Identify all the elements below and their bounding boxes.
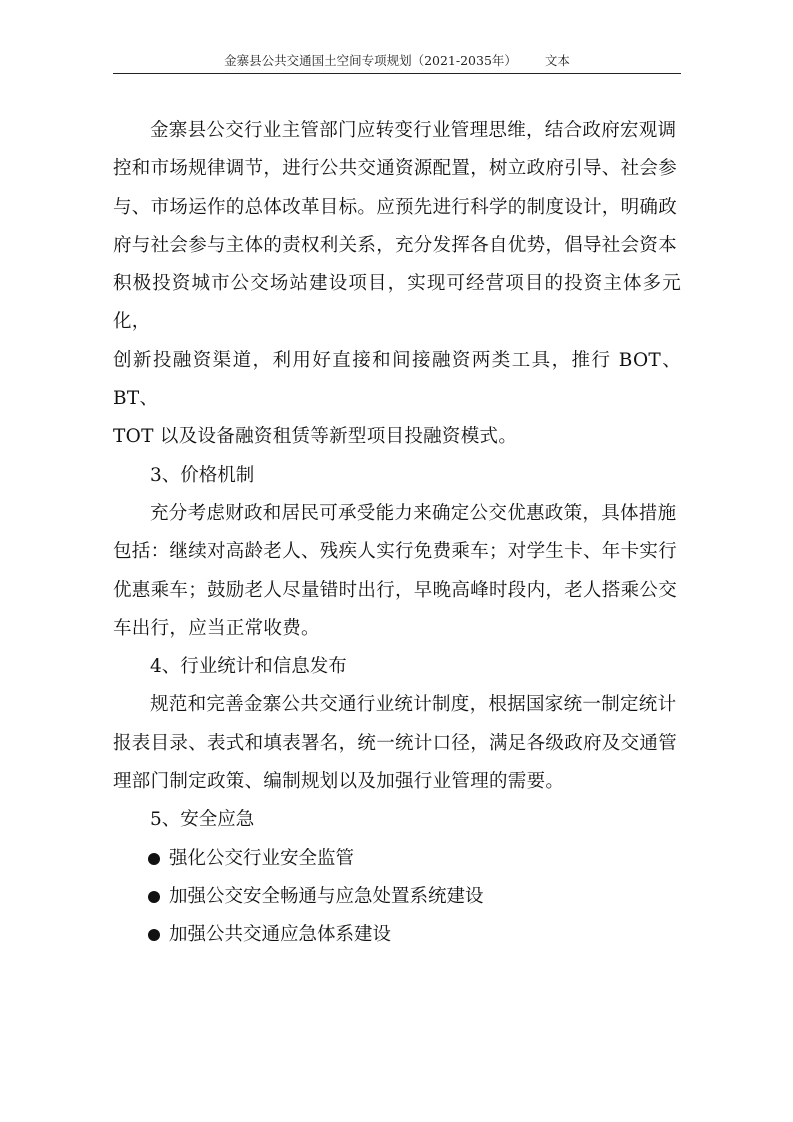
bullet-dot-icon (148, 853, 160, 865)
bullet-item (148, 916, 681, 954)
bullet-item (148, 840, 681, 878)
section-3-heading: 3、价格机制 (150, 464, 255, 486)
bullet-text: 加强公交安全畅通与应急处置系统建设 (169, 885, 484, 907)
bullet-text: 加强公共交通应急体系建设 (169, 924, 392, 946)
bullet-dot-icon (148, 891, 160, 903)
header-rule (113, 73, 681, 74)
header-doc-type: 文本 (544, 53, 570, 68)
bullet-text: 强化公交行业安全监管 (169, 847, 355, 869)
page-header (113, 50, 681, 72)
section-4-paragraph: 规范和完善金寨公共交通行业统计制度，根据国家统一制定统计 报表目录、表式和填表署名，统一统计口径，满足各级政府及交通管 理部门制定政策、编制规划以及加强行业管理的需要。 (113, 694, 678, 793)
page-content (113, 112, 681, 955)
section-4-heading: 4、行业统计和信息发布 (150, 656, 347, 678)
section-3-paragraph: 充分考虑财政和居民可承受能力来确定公交优惠政策，具体措施 包括：继续对高龄老人、残疾人实行免费乘车；对学生卡、年卡实行 优惠乘车；鼓励老人尽量错时出行，早晚高峰时段内，老人搭乘公交 车出行，应当正常收费。 (113, 502, 678, 639)
section-5-bullet-list (113, 840, 681, 955)
section-5-heading: 5、安全应急 (150, 809, 255, 831)
header-title: 金寨县公共交通国土空间专项规划（2021-2035年） (224, 53, 517, 68)
intro-paragraph: 金寨县公交行业主管部门应转变行业管理思维，结合政府宏观调 控和市场规律调节，进行公共交通资源配置，树立政府引导、社会参 与、市场运作的总体改革目标。应预先进行科学的制度设计，明确政 府与社会参与主体的责权利关系，充分发挥各自优势，倡导社会资本 积极投资城市公交场站建设项目，实现可经营项目的投资主体多元化， 创新投融资渠道，利用好直接和间接融资两类工具，推行 BOT、BT、 TOT 以及设备融资租赁等新型项目投融资模式。 (113, 120, 681, 448)
bullet-dot-icon (148, 929, 160, 941)
bullet-item (148, 878, 681, 916)
